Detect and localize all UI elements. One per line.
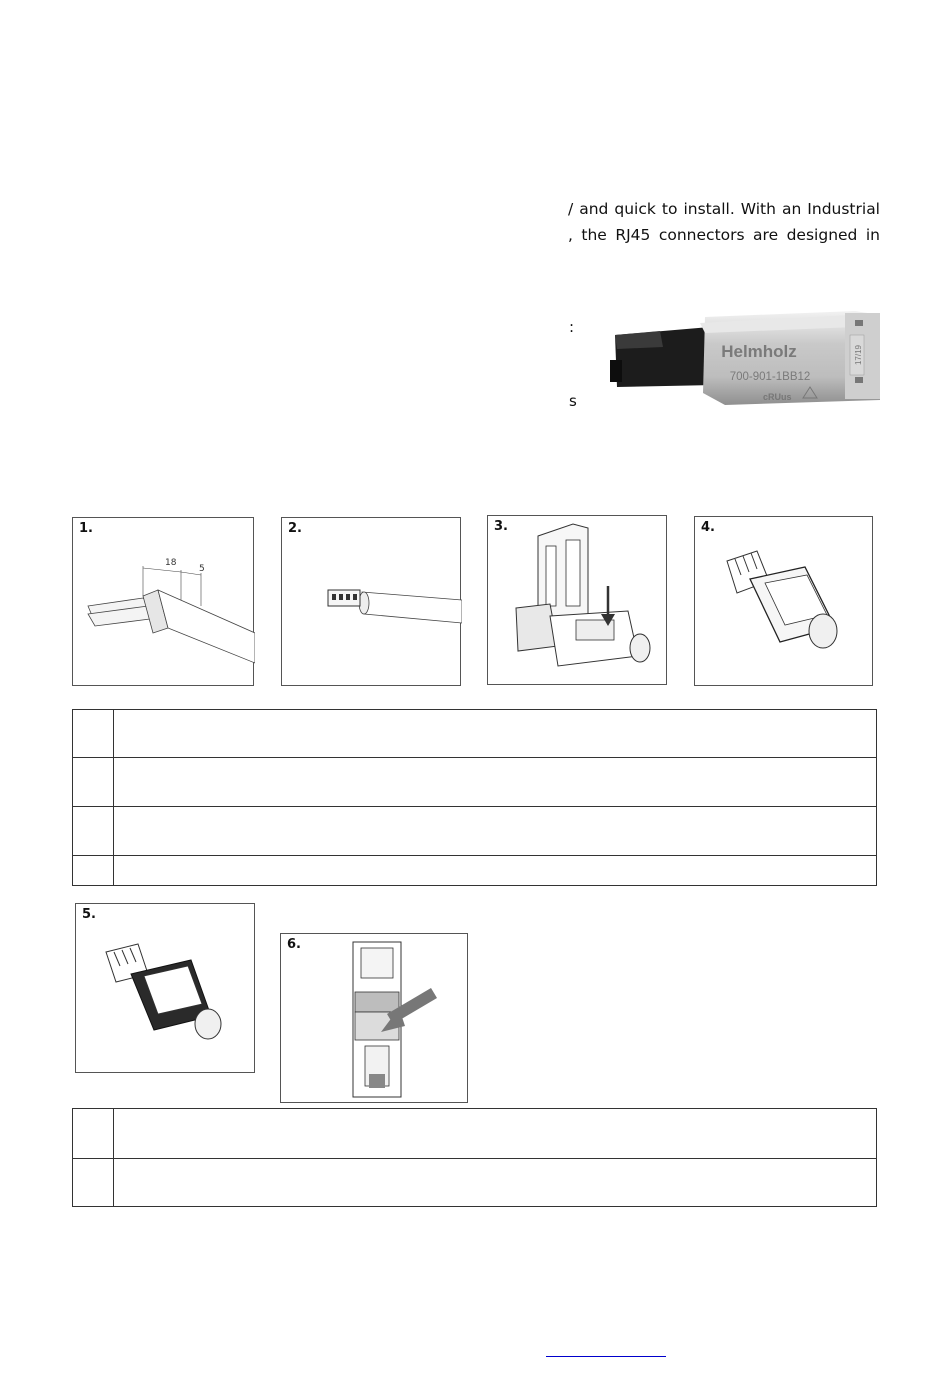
step-text-cell bbox=[114, 856, 877, 886]
figure-4-illustration bbox=[695, 517, 874, 687]
figure-6-illustration bbox=[281, 934, 469, 1104]
figure-1-dimension-a: 18 bbox=[165, 558, 177, 568]
figure-1-illustration bbox=[73, 518, 255, 687]
figure-5-illustration bbox=[76, 904, 256, 1074]
step-number-cell bbox=[73, 856, 114, 886]
figure-4-number: 4. bbox=[701, 520, 715, 535]
figure-3-illustration bbox=[488, 516, 668, 686]
table-row bbox=[73, 1109, 877, 1159]
product-photo bbox=[605, 305, 885, 415]
intro-line-2: , the RJ45 connectors are designed in bbox=[568, 226, 880, 244]
table-row bbox=[73, 710, 877, 758]
figure-5-number: 5. bbox=[82, 907, 96, 922]
step-number-cell bbox=[73, 1109, 114, 1159]
product-brand: Helmholz bbox=[721, 342, 797, 361]
table-row bbox=[73, 758, 877, 807]
figure-6-number: 6. bbox=[287, 937, 301, 952]
figure-1-dimension-b: 5 bbox=[199, 564, 205, 574]
figure-2 bbox=[281, 517, 461, 686]
step-text-cell bbox=[114, 807, 877, 856]
product-cert-mark: cRUus bbox=[763, 392, 792, 402]
figure-1-number: 1. bbox=[79, 521, 93, 536]
product-part-number: 700-901-1BB12 bbox=[729, 371, 811, 383]
step-text-cell bbox=[114, 1159, 877, 1207]
table-row bbox=[73, 1159, 877, 1207]
step-number-cell bbox=[73, 1159, 114, 1207]
table-row bbox=[73, 807, 877, 856]
figure-3-number: 3. bbox=[494, 519, 508, 534]
footer-link[interactable] bbox=[546, 1344, 666, 1357]
figure-2-illustration bbox=[282, 518, 462, 687]
step-number-cell bbox=[73, 758, 114, 807]
intro-line-1: / and quick to install. With an Industrial bbox=[568, 200, 880, 218]
intro-fragment-colon: : bbox=[569, 318, 575, 336]
steps-table-upper bbox=[72, 709, 877, 886]
figure-5 bbox=[75, 903, 255, 1073]
table-row bbox=[73, 856, 877, 886]
step-number-cell bbox=[73, 807, 114, 856]
step-number-cell bbox=[73, 710, 114, 758]
step-text-cell bbox=[114, 1109, 877, 1159]
intro-fragment-s: s bbox=[569, 392, 577, 410]
figure-3 bbox=[487, 515, 667, 685]
figure-1 bbox=[72, 517, 254, 686]
figure-4 bbox=[694, 516, 873, 686]
figure-6 bbox=[280, 933, 468, 1103]
product-side-marking: 17/19 bbox=[854, 344, 863, 366]
step-text-cell bbox=[114, 710, 877, 758]
steps-table-lower bbox=[72, 1108, 877, 1207]
figure-2-number: 2. bbox=[288, 521, 302, 536]
step-text-cell bbox=[114, 758, 877, 807]
